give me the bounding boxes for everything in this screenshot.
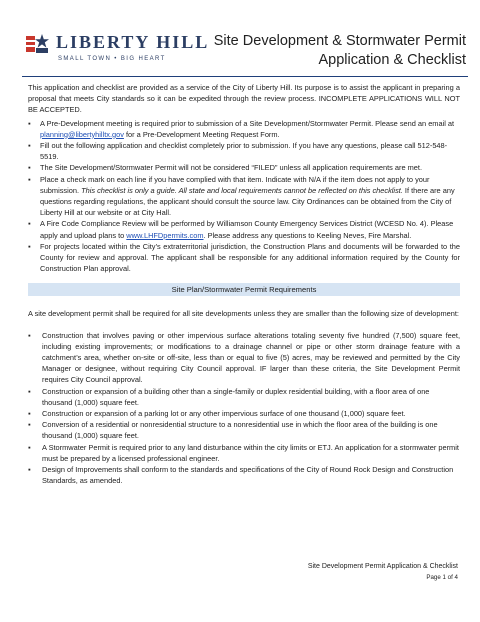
instruction-list [28, 118, 460, 275]
list-item-text: If there are any questions regarding regulations, the applicant should consult the source law. City Ordinances can be obtained from the City of Liberty Hill at our website or at City Hall. [40, 185, 455, 218]
bullet-icon: ▪ [28, 409, 31, 419]
requirement-item [28, 386, 460, 408]
list-item [28, 174, 460, 219]
list-item [28, 162, 460, 173]
footer-title: Site Development Permit Application & Checklist [307, 563, 458, 570]
title-line-2: Application & Checklist [318, 52, 466, 68]
bullet-icon: ▪ [28, 141, 31, 151]
requirement-item [28, 442, 460, 464]
bullet-icon: ▪ [28, 330, 31, 340]
requirement-item [28, 330, 460, 386]
requirement-text: Construction that involves paving or other impervious surface alterations totaling seventy five hundred (7,500) square feet, including existing improvements; or modifications to a drainage channel or pipe or other storm drainage feature with a catchment’s area, whether on-site or off-site, less than or equal to five (5) acres, may be reviewed and permitted by the City Manager or designee, without requiring City Council approval. IF larger than these criteria, the Site Development Permit requires City Council approval. [42, 330, 460, 385]
header-divider [22, 76, 468, 77]
requirement-text: Design of Improvements shall conform to the standards and specifications of the City of Round Rock Design and Construction Standards, as amended. [42, 465, 454, 486]
list-item [28, 241, 460, 275]
section-heading: Site Plan/Stormwater Permit Requirements [28, 283, 460, 296]
requirement-item [28, 419, 460, 441]
list-item [28, 140, 460, 162]
list-item-text: Fill out the following application and checklist completely prior to submission. If you have any questions, please call 512-548- 5519. [40, 141, 448, 162]
requirement-item [28, 408, 460, 419]
list-item [28, 218, 460, 240]
bullet-icon: ▪ [28, 241, 31, 251]
requirement-item [28, 464, 460, 486]
site-permit-paragraph: A site development permit shall be required for all site developments unless they are smaller than the following size of development: [28, 309, 459, 319]
bullet-icon: ▪ [28, 465, 31, 475]
list-item-text: For projects located within the City’s extraterritorial jurisdiction, the Construction Plans and documents will be forwarded to the County for review and approval. The applicant shall be responsible for any additional information required by the County for Construction Plan approval. [40, 241, 460, 274]
requirements-list [28, 330, 460, 487]
bullet-icon: ▪ [28, 386, 31, 396]
list-item-text: for a Pre-Development Meeting Request Form. [123, 129, 280, 139]
list-item-text: . Please address any questions to Keeling Neves, Fire Marshal. [203, 230, 412, 240]
list-item-text: A Pre-Development meeting is required prior to submission of a Site Development/Stormwater Permit. Please send an email at [40, 118, 455, 128]
bullet-icon: ▪ [28, 174, 31, 184]
list-item-text: The Site Development/Stormwater Permit will not be considered “FILED” unless all application requirements are met. [40, 163, 423, 173]
list-item-text: Place a check mark on each line if you have complied with that item. Indicate with N/A if the item does not apply to your submission. [40, 174, 430, 195]
permits-website-link[interactable]: www.LHFDpermits.com [126, 230, 204, 240]
requirement-text: Construction or expansion of a parking lot or any other impervious surface of one thousand (1,000) square feet. [42, 409, 406, 419]
bullet-icon: ▪ [28, 420, 31, 430]
document-body [28, 82, 460, 487]
requirement-text: A Stormwater Permit is required prior to any land disturbance within the city limits or ETJ. An application for a stormwater permit must be prepared by a licensed professional engineer. [42, 442, 459, 463]
bullet-icon: ▪ [28, 219, 31, 229]
page-number: Page 1 of 4 [426, 574, 458, 581]
requirement-text: Conversion of a residential or nonresidential structure to a nonresidential use in which the floor area of the building is one thousand (1,000) square feet. [42, 420, 438, 441]
bullet-icon: ▪ [28, 442, 31, 452]
flag-star-icon [24, 32, 50, 56]
email-link[interactable]: planning@libertyhilltx.gov [40, 129, 124, 139]
list-item-text: A Fire Code Compliance Review will be performed by Williamson County Emergency Services District (WCESD No. 4). Please apply and upload plans to [40, 219, 454, 240]
title-line-1: Site Development & Stormwater Permit [213, 33, 466, 49]
logo-wordmark: LIBERTY HILL [56, 32, 210, 52]
document-title [214, 32, 466, 70]
list-item [28, 118, 460, 140]
intro-paragraph: This application and checklist are provided as a service of the City of Liberty Hill. Its purpose is to assist the applicant in preparing a proposal that meets City standards so it can be expedited through the review process. INCOMPLETE APPLICATIONS WILL NOT BE ACCEPTED. [28, 83, 460, 115]
bullet-icon: ▪ [28, 163, 31, 173]
bullet-icon: ▪ [28, 118, 31, 128]
requirement-text: Construction or expansion of a building other than a single-family or duplex residential building, with a floor area of one thousand (1,000) square feet. [42, 386, 430, 407]
liberty-hill-logo [24, 30, 210, 70]
guide-disclaimer: This checklist is only a guide. All state and local requirements cannot be reflected on this checklist. [81, 185, 403, 195]
logo-tagline: SMALL TOWN • BIG HEART [58, 56, 166, 62]
page-footer [308, 561, 458, 583]
